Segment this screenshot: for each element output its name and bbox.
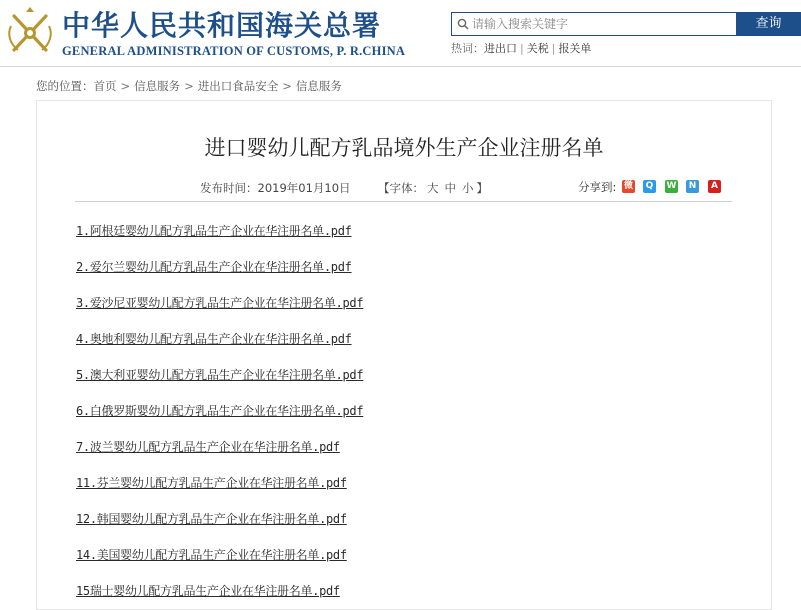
breadcrumb-link-home[interactable]: 首页	[93, 79, 117, 93]
separator: |	[520, 42, 524, 55]
hot-word-link[interactable]: 报关单	[558, 42, 592, 55]
site-title-en[interactable]: GENERAL ADMINISTRATION OF CUSTOMS, P. R.CHINA	[62, 44, 406, 58]
list-item	[76, 328, 352, 347]
font-size-label: 【字体：	[378, 181, 424, 195]
share-label: 分享到:	[578, 180, 617, 194]
breadcrumb-link-info-service[interactable]: 信息服务	[295, 79, 342, 93]
pdf-link[interactable]: 1.阿根廷婴幼儿配方乳品生产企业在华注册名单.pdf	[76, 224, 352, 238]
font-size-selector	[378, 180, 488, 196]
list-item	[76, 400, 363, 419]
list-item	[76, 364, 363, 383]
search-icon	[457, 18, 469, 30]
font-size-close: 】	[476, 181, 488, 195]
breadcrumb-link-info[interactable]: 信息服务	[134, 79, 181, 93]
weibo-icon[interactable]: 微	[623, 181, 633, 191]
pdf-link[interactable]: 14.美国婴幼儿配方乳品生产企业在华注册名单.pdf	[76, 548, 347, 562]
list-item	[76, 292, 363, 311]
breadcrumb-arrow-icon: >	[184, 79, 194, 93]
pdf-link[interactable]: 11.芬兰婴幼儿配方乳品生产企业在华注册名单.pdf	[76, 476, 347, 490]
pdf-link[interactable]: 15瑞士婴幼儿配方乳品生产企业在华注册名单.pdf	[76, 584, 340, 598]
list-item	[76, 436, 340, 455]
pdf-link[interactable]: 5.澳大利亚婴幼儿配方乳品生产企业在华注册名单.pdf	[76, 368, 364, 382]
separator: |	[551, 42, 556, 55]
pdf-link[interactable]: 12.韩国婴幼儿配方乳品生产企业在华注册名单.pdf	[76, 512, 347, 526]
list-item	[76, 472, 347, 491]
breadcrumb-arrow-icon: >	[282, 79, 292, 93]
search-button[interactable]: 查询	[736, 12, 801, 36]
list-item	[76, 220, 352, 239]
font-size-medium[interactable]: 中	[444, 181, 456, 195]
customs-emblem-icon[interactable]	[6, 6, 54, 58]
pdf-link[interactable]: 2.爱尔兰婴幼儿配方乳品生产企业在华注册名单.pdf	[76, 260, 352, 274]
list-item	[76, 508, 347, 527]
site-title-cn[interactable]: 中华人民共和国海关总署	[62, 9, 382, 42]
breadcrumb	[36, 78, 342, 94]
qzone-icon[interactable]: Q	[643, 180, 656, 193]
wechat-icon[interactable]: W	[666, 181, 677, 191]
header-divider	[0, 66, 801, 67]
list-item	[76, 256, 352, 275]
list-item	[76, 544, 347, 563]
tencent-icon[interactable]: N	[686, 180, 699, 193]
hot-words	[451, 40, 591, 56]
pdf-link[interactable]: 7.波兰婴幼儿配方乳品生产企业在华注册名单.pdf	[76, 440, 340, 454]
meta-divider	[75, 201, 732, 202]
publish-date: 发布时间：2019年01月10日	[200, 181, 351, 195]
breadcrumb-link-food-safety[interactable]: 进出口食品安全	[197, 79, 279, 93]
breadcrumb-arrow-icon: >	[120, 79, 131, 93]
breadcrumb-prefix: 您的位置：	[36, 79, 94, 93]
article-title: 进口婴幼儿配方乳品境外生产企业注册名单	[204, 136, 604, 160]
hot-words-label: 热词：	[451, 42, 484, 55]
search-box	[451, 12, 736, 36]
search-input[interactable]	[472, 15, 727, 33]
pdf-link[interactable]: 3.爱沙尼亚婴幼儿配方乳品生产企业在华注册名单.pdf	[76, 296, 364, 310]
font-size-large[interactable]: 大	[427, 181, 439, 195]
site-header	[0, 0, 801, 66]
pdf-link[interactable]: 6.白俄罗斯婴幼儿配方乳品生产企业在华注册名单.pdf	[76, 404, 364, 418]
hot-word-link[interactable]: 进出口	[484, 42, 517, 55]
article-panel	[36, 100, 772, 610]
list-item	[76, 580, 340, 599]
hot-word-link[interactable]: 关税	[526, 42, 549, 55]
font-size-small[interactable]: 小	[462, 181, 474, 195]
pdf-icon[interactable]: A	[708, 180, 721, 193]
pdf-link[interactable]: 4.奥地利婴幼儿配方乳品生产企业在华注册名单.pdf	[76, 332, 352, 346]
